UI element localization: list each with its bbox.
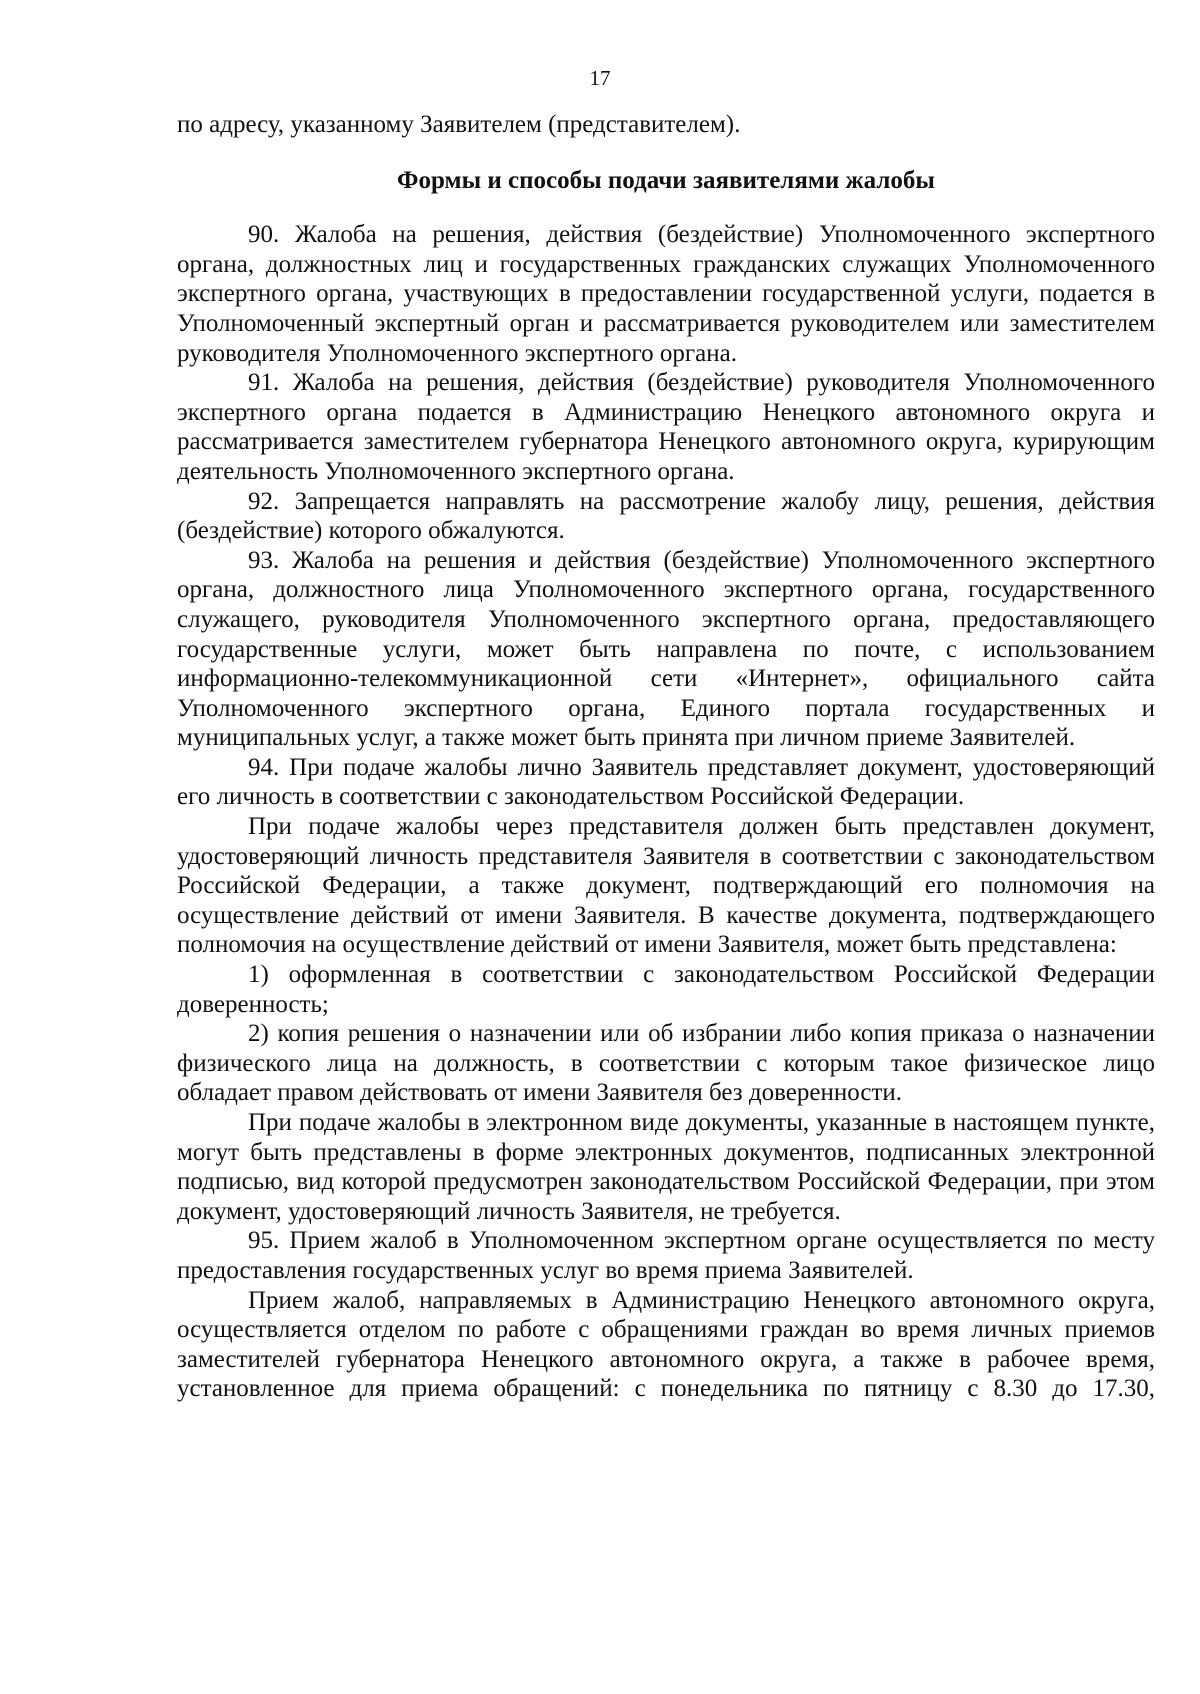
- paragraph-92: 92. Запрещается направлять на рассмотрение жалобу лицу, решения, действия (бездействие) которого обжалуются.: [177, 487, 1155, 545]
- paragraph-electronic: При подаче жалобы в электронном виде документы, указанные в настоящем пункте, могут быть представлены в форме электронных документов, подписанных электронной подписью, вид которой предусмотрен законодательством Российской Федерации, при этом документ, удостоверяющий личность Заявителя, не требуется.: [177, 1109, 1155, 1225]
- paragraph-93: 93. Жалоба на решения и действия (бездействие) Уполномоченного экспертного органа, должностного лица Уполномоченного экспертного органа, государственного служащего, руководителя Уполномоченного экспертного органа, предоставляющего государственные услуги, может быть направлена по почте, с использованием информационно-телекоммуникационной сети «Интернет», официального сайта Уполномоченного экспертного органа, Единого портала государственных и муниципальных услуг, а также может быть принята при личном приеме Заявителей.: [177, 546, 1155, 752]
- page-number: 17: [589, 66, 611, 90]
- document-body: [177, 110, 1155, 1404]
- list-item-1: 1) оформленная в соответствии с законодательством Российской Федерации доверенность;: [177, 961, 1155, 1018]
- list-item-2: 2) копия решения о назначении или об избрании либо копия приказа о назначении физического лица на должность, в соответствии с которым такое физическое лицо обладает правом действовать от имени Заявителя без доверенности.: [177, 1020, 1155, 1107]
- paragraph-representative: При подаче жалобы через представителя должен быть представлен документ, удостоверяющий личность представителя Заявителя в соответствии с законодательством Российской Федерации, а также документ, подтверждающий его полномочия на осуществление действий от имени Заявителя. В качестве документа, подтверждающего полномочия на осуществление действий от имени Заявителя, может быть представлена:: [177, 813, 1155, 959]
- paragraph-91: 91. Жалоба на решения, действия (бездействие) руководителя Уполномоченного экспертного органа подается в Администрацию Ненецкого автономного округа и рассматривается заместителем губернатора Ненецкого автономного округа, курирующим деятельность Уполномоченного экспертного органа.: [177, 369, 1155, 485]
- intro-line: по адресу, указанному Заявителем (представителем).: [177, 111, 741, 138]
- paragraph-90: 90. Жалоба на решения, действия (бездействие) Уполномоченного экспертного органа, должностных лиц и государственных гражданских служащих Уполномоченного экспертного органа, участвующих в предоставлении государственной услуги, подается в Уполномоченный экспертный орган и рассматривается руководителем или заместителем руководителя Уполномоченного экспертного органа.: [177, 221, 1155, 367]
- paragraph-94: 94. При подаче жалобы лично Заявитель представляет документ, удостоверяющий его личность в соответствии с законодательством Российской Федерации.: [177, 753, 1155, 811]
- paragraph-admin-reception: Прием жалоб, направляемых в Администрацию Ненецкого автономного округа, осуществляется отделом по работе с обращениями граждан во время личных приемов заместителей губернатора Ненецкого автономного округа, а также в рабочее время, установленное для приема обращений: с понедельника по пятницу с 8.30 до 17.30,: [177, 1286, 1155, 1403]
- section-heading: Формы и способы подачи заявителями жалобы: [397, 166, 935, 194]
- paragraph-95: 95. Прием жалоб в Уполномоченном экспертном органе осуществляется по месту предоставления государственных услуг во время приема Заявителей.: [177, 1227, 1155, 1284]
